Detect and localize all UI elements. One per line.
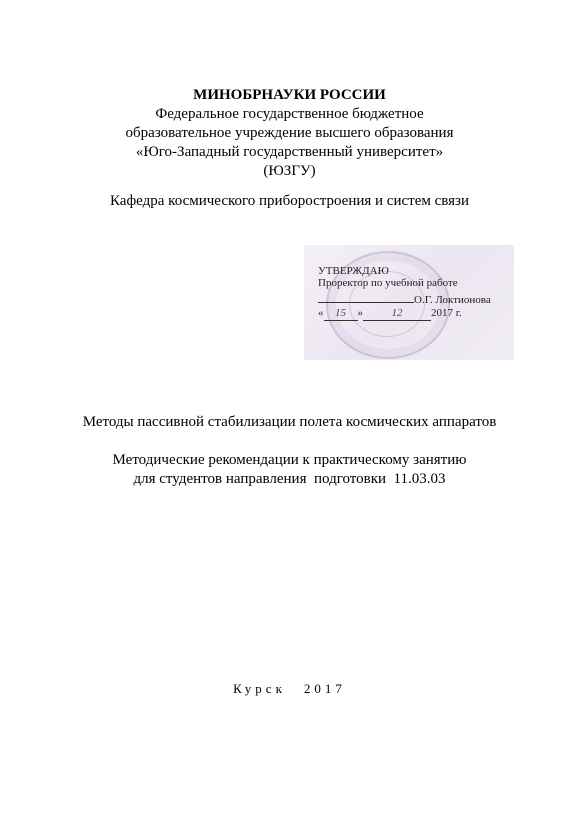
header-block: [0, 86, 579, 181]
university-name: «Юго-Западный государственный университет»: [135, 144, 444, 160]
approver-position: Проректор по учебной работе: [318, 277, 458, 289]
institution-line-2: образовательное учреждение высшего образования: [125, 125, 454, 141]
approval-date: [318, 307, 462, 321]
approval-month: 12: [363, 307, 431, 321]
document-title: Методы пассивной стабилизации полета космических аппаратов: [82, 414, 497, 430]
ministry-name: МИНОБРНАУКИ РОССИИ: [193, 87, 386, 103]
approval-word: УТВЕРЖДАЮ: [318, 265, 389, 277]
approval-stamp: [304, 245, 514, 360]
title-block: [0, 413, 579, 432]
footer-city: Курск: [233, 681, 286, 696]
footer-block: [0, 681, 579, 697]
institution-line-1: Федеральное государственное бюджетное: [155, 106, 424, 122]
signature-line: [318, 292, 414, 303]
approver-name: О.Г. Локтионова: [414, 294, 491, 306]
recommendation-block: [0, 451, 579, 489]
recommendation-line-2: для студентов направления подготовки 11.03.03: [133, 471, 446, 487]
department-name: Кафедра космического приборостроения и систем связи: [109, 193, 470, 209]
approval-day: 15: [324, 307, 358, 321]
quote-open: «: [318, 307, 324, 319]
footer-year: 2017: [303, 681, 346, 696]
approval-year: 2017 г.: [431, 307, 462, 319]
university-abbr: (ЮЗГУ): [263, 163, 316, 179]
recommendation-line-1: Методические рекомендации к практическому занятию: [112, 452, 467, 468]
quote-close: »: [357, 307, 363, 319]
department-block: [0, 192, 579, 211]
approver-name-line: [318, 292, 491, 307]
